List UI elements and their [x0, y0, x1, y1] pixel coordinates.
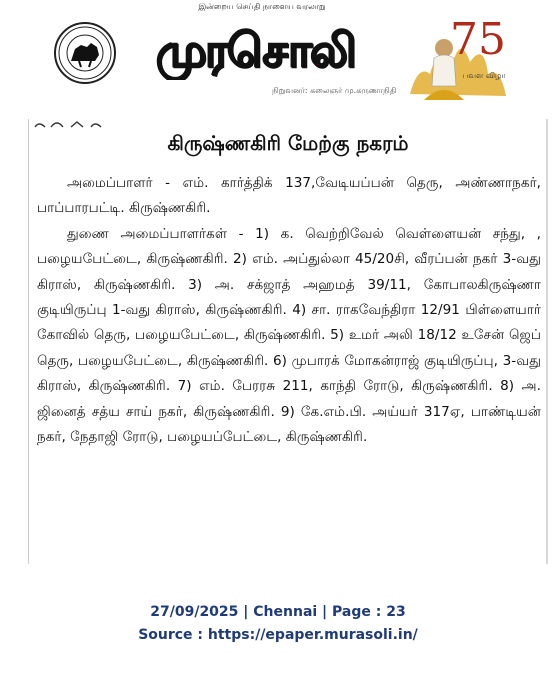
- svg-text:முரசொலி: முரசொலி: [155, 23, 355, 77]
- article-paragraph: துணை அமைப்பாளர்கள் - 1) க. வெற்றிவேல் வெள்ளையன் சந்து, , பழையபேட்டை, கிருஷ்ணகிரி. 2) எம். அப்துல்லா 45/20சி, வீரப்பன் நகர் 3-வது கிராஸ், கிருஷ்ணகிரி. 3) அ. சக்ஜாத் அஹமத் 39/11, கோபாலகிருஷ்ணா குடியிருப்பு 1-வது கிராஸ், கிருஷ்ணகிரி. 4) சா. ராகவேந்திரா 12/91 பிள்ளையார் கோவில் தெரு, பழையபேட்டை, கிருஷ்ணகிரி. 5) உமர் அலி 18/12 உசேன் ஜெப் தெரு, பழையபேட்டை, கிருஷ்ணகிரி. 6) முபாரக் மோகன்ராஜ் குடியிருப்பு, 3-வது கிராஸ், கிருஷ்ணகிரி. 7) எம். பேரரசு 211, காந்தி ரோடு, கிருஷ்ணகிரி. 8) அ. ஜினைத் சத்ய சாய் நகர், கிருஷ்ணகிரி. 9) கே.எம்.பி. அய்யர் 317ஏ, பாண்டியன் நகர், நேதாஜி ரோடு, பழையப்பேட்டை, கிருஷ்ணகிரி.: [37, 225, 541, 446]
- party-seal-icon: [57, 25, 113, 81]
- party-seal-logo: [54, 22, 116, 84]
- article-paragraph: அமைப்பாளர் - எம். கார்த்திக் 137,வேடியப்பன் தெரு, அண்ணாநகர், பாப்பாரபட்டி. கிருஷ்ணகிரி.: [37, 175, 541, 217]
- source-link[interactable]: Source : https://epaper.murasoli.in/: [138, 627, 418, 643]
- platinum-jubilee-icon: [404, 4, 512, 108]
- article-clipping: [28, 119, 548, 564]
- masthead-tagline: இன்றைய செய்தி நாளைய வரலாறு: [198, 2, 326, 11]
- date-location-page: 27/09/2025 | Chennai | Page : 23: [150, 604, 406, 620]
- masthead: [0, 0, 556, 108]
- brand-wordmark-icon: [130, 14, 380, 80]
- article-headline: கிருஷ்ணகிரி மேற்கு நகரம்: [167, 131, 409, 155]
- jubilee-emblem: [404, 4, 512, 108]
- founder-line: நிறுவனர்: கலைஞர் மு.கருணாநிதி: [272, 86, 397, 95]
- newspaper-brand-logo: [130, 14, 380, 80]
- svg-text:75: 75: [450, 14, 506, 65]
- clipped-text-fragment-icon: [29, 119, 109, 129]
- article-body: [37, 171, 541, 450]
- svg-text:பவள விழா: பவள விழா: [462, 71, 506, 80]
